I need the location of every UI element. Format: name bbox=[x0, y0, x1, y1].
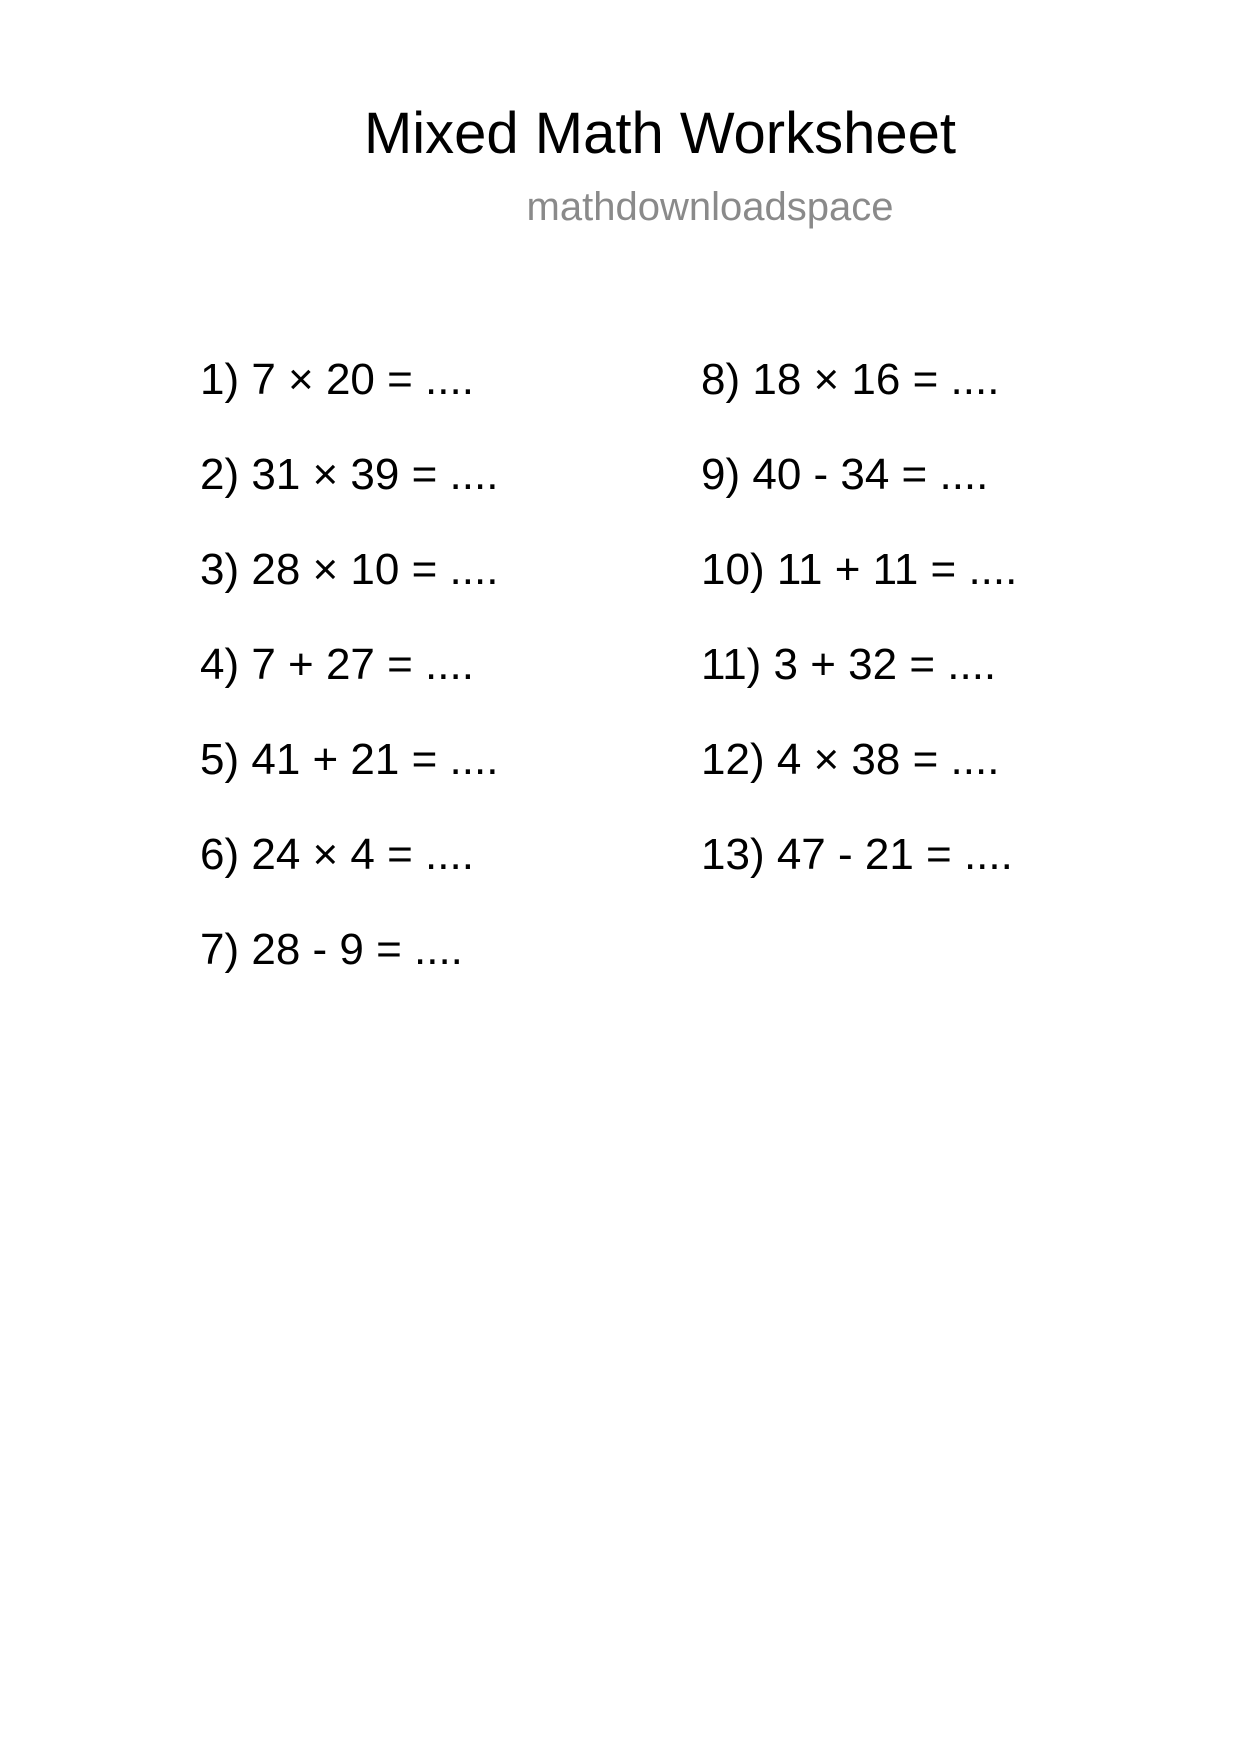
problem-13: 13) 47 - 21 = .... bbox=[701, 830, 1013, 879]
problem-12: 12) 4 × 38 = .... bbox=[701, 735, 1000, 784]
problem-4: 4) 7 + 27 = .... bbox=[200, 640, 474, 689]
problem-7: 7) 28 - 9 = .... bbox=[200, 925, 463, 974]
problem-10: 10) 11 + 11 = .... bbox=[701, 545, 1018, 594]
problem-2: 2) 31 × 39 = .... bbox=[200, 450, 499, 499]
problems-left-column bbox=[200, 352, 498, 1017]
problem-9: 9) 40 - 34 = .... bbox=[701, 450, 989, 499]
page-title: Mixed Math Worksheet bbox=[363, 101, 957, 166]
page-subtitle: mathdownloadspace bbox=[526, 185, 894, 229]
problems-right-column bbox=[701, 352, 1017, 922]
problem-5: 5) 41 + 21 = .... bbox=[200, 735, 499, 784]
problem-11: 11) 3 + 32 = .... bbox=[701, 640, 997, 689]
problem-6: 6) 24 × 4 = .... bbox=[200, 830, 474, 879]
problem-1: 1) 7 × 20 = .... bbox=[200, 355, 474, 404]
problem-3: 3) 28 × 10 = .... bbox=[200, 545, 499, 594]
problem-8: 8) 18 × 16 = .... bbox=[701, 355, 1000, 404]
